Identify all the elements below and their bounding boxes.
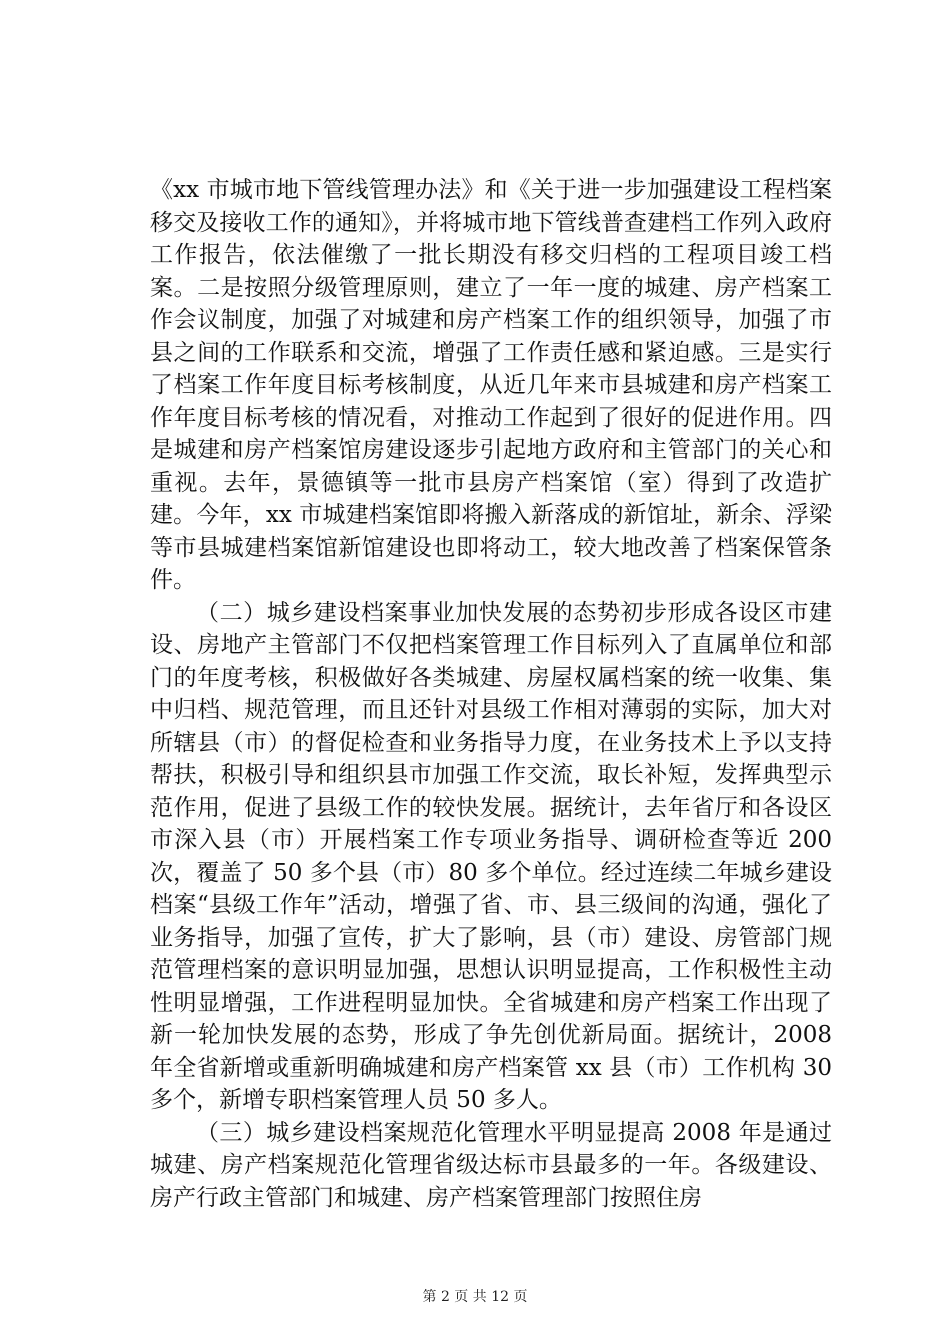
page-footer: 第 2 页 共 12 页 — [422, 1289, 528, 1305]
document-body — [150, 174, 832, 1214]
paragraph-2: （二）城乡建设档案事业加快发展的态势初步形成各设区市建设、房地产主管部门不仅把档案管理工作目标列入了直属单位和部门的年度考核，积极做好各类城建、房屋权属档案的统一收集、集中归档、规范管理，而且还针对县级工作相对薄弱的实际，加大对所辖县（市）的督促检查和业务指导力度，在业务技术上予以支持帮扶，积极引导和组织县市加强工作交流，取长补短，发挥典型示范作用，促进了县级工作的较快发展。据统计，去年省厅和各设区市深入县（市）开展档案工作专项业务指导、调研检查等近 200 次，覆盖了 50 多个县（市）80 多个单位。经过连续二年城乡建设档案“县级工作年”活动，增强了省、市、县三级间的沟通，强化了业务指导，加强了宣传，扩大了影响，县（市）建设、房管部门规范管理档案的意识明显加强，思想认识明显提高，工作积极性主动性明显增强，工作进程明显加快。全省城建和房产档案工作出现了新一轮加快发展的态势，形成了争先创优新局面。据统计，2008 年全省新增或重新明确城建和房产档案管 xx 县（市）工作机构 30 多个，新增专职档案管理人员 50 多人。 — [150, 599, 832, 1113]
paragraph-3: （三）城乡建设档案规范化管理水平明显提高 2008 年是通过城建、房产档案规范化管理省级达标市县最多的一年。各级建设、房产行政主管部门和城建、房产档案管理部门按照住房 — [150, 1119, 832, 1211]
paragraph-1: 《xx 市城市地下管线管理办法》和《关于进一步加强建设工程档案移交及接收工作的通知》，并将城市地下管线普查建档工作列入政府工作报告，依法催缴了一批长期没有移交归档的工程项目竣工档案。二是按照分级管理原则，建立了一年一度的城建、房产档案工作会议制度，加强了对城建和房产档案工作的组织领导，加强了市县之间的工作联系和交流，增强了工作责任感和紧迫感。三是实行了档案工作年度目标考核制度，从近几年来市县城建和房产档案工作年度目标考核的情况看，对推动工作起到了很好的促进作用。四是城建和房产档案馆房建设逐步引起地方政府和主管部门的关心和重视。去年，景德镇等一批市县房产档案馆（室）得到了改造扩建。今年，xx 市城建档案馆即将搬入新落成的新馆址，新余、浮梁等市县城建档案馆新馆建设也即将动工，较大地改善了档案保管条件。 — [150, 177, 832, 593]
